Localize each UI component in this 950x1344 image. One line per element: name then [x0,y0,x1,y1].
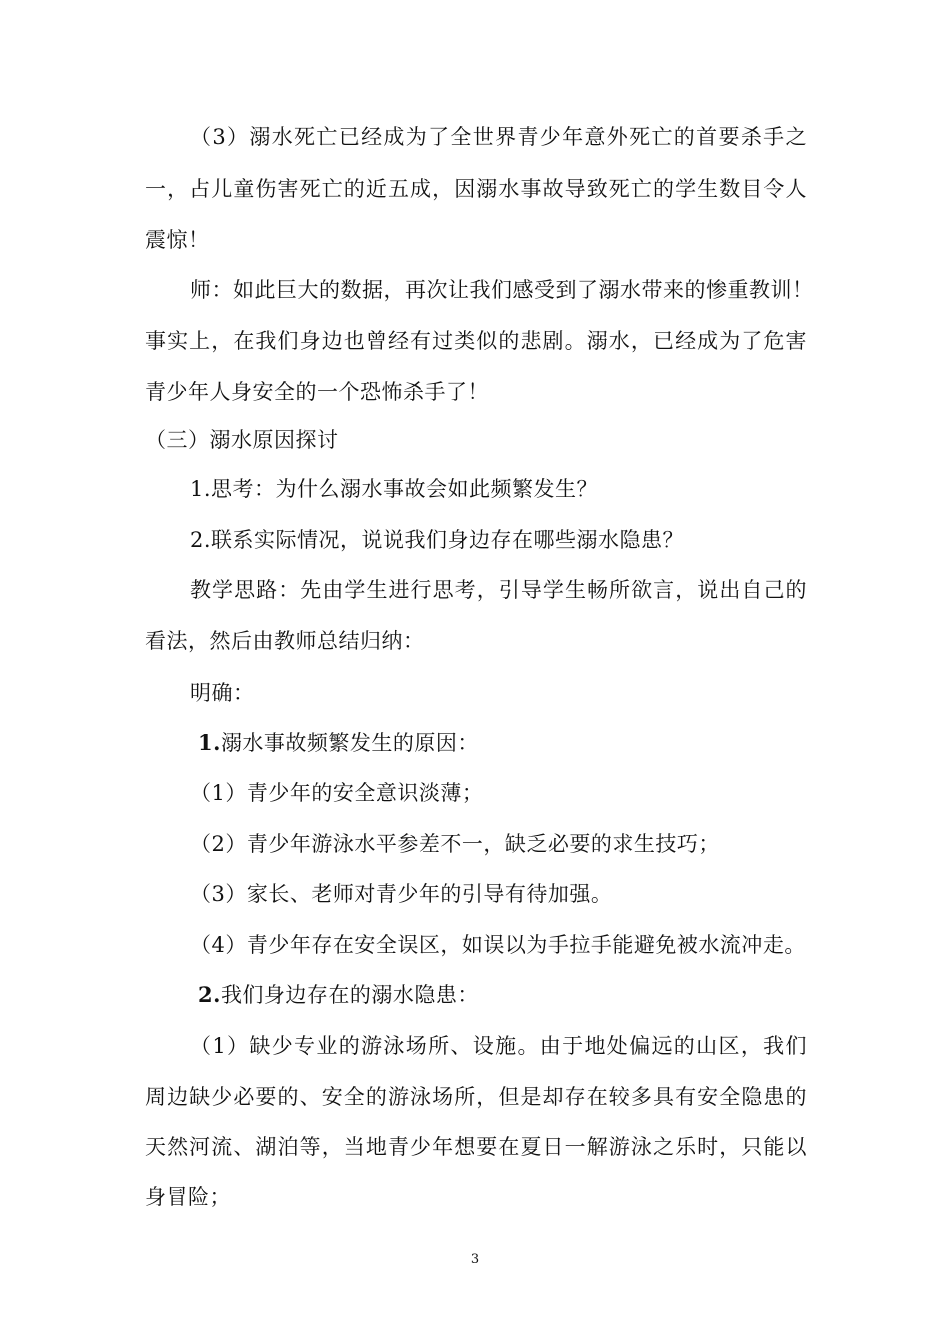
subheading [198,981,479,1009]
page-number: 3 [470,1252,480,1267]
list-item: （1）青少年的安全意识淡薄； [190,781,484,805]
question-item: 1.思考：为什么溺水事故会如此频繁发生？ [190,477,599,501]
subheading-text: 我们身边存在的溺水隐患： [220,983,479,1007]
paragraph-line: 师：如此巨大的数据，再次让我们感受到了溺水带来的惨重教训！ [190,278,814,302]
list-item: （2）青少年游泳水平参差不一，缺乏必要的求生技巧； [190,832,720,856]
paragraph-line: 身冒险； [145,1185,231,1209]
list-item: （4）青少年存在安全误区，如误以为手拉手能避免被水流冲走。 [190,933,806,957]
paragraph-line: 周边缺少必要的、安全的游泳场所，但是却存在较多具有安全隐患的 [145,1085,807,1109]
paragraph-line: 震惊！ [145,228,210,252]
subheading-number: 2. [198,982,221,1007]
subheading-text: 溺水事故频繁发生的原因： [220,731,479,755]
question-item: 2.联系实际情况，说说我们身边存在哪些溺水隐患？ [190,528,685,552]
paragraph-line: 青少年人身安全的一个恐怖杀手了！ [145,380,489,404]
paragraph-line: 天然河流、湖泊等，当地青少年想要在夏日一解游泳之乐时，只能以 [145,1135,807,1159]
subheading [198,729,479,757]
list-item: （3）家长、老师对青少年的引导有待加强。 [190,882,613,906]
paragraph-line: 一，占儿童伤害死亡的近五成，因溺水事故导致死亡的学生数目令人 [145,177,807,201]
paragraph-line: 教学思路：先由学生进行思考，引导学生畅所欲言，说出自己的 [190,578,807,602]
paragraph-line: 事实上，在我们身边也曾经有过类似的悲剧。溺水，已经成为了危害 [145,329,807,353]
subheading-number: 1. [198,730,221,755]
paragraph-line: 看法，然后由教师总结归纳： [145,629,425,653]
paragraph-line: （3）溺水死亡已经成为了全世界青少年意外死亡的首要杀手之 [190,125,807,149]
section-heading: （三）溺水原因探讨 [145,428,339,452]
paragraph-line: （1）缺少专业的游泳场所、设施。由于地处偏远的山区，我们 [190,1034,807,1058]
label-text: 明确： [190,681,255,705]
